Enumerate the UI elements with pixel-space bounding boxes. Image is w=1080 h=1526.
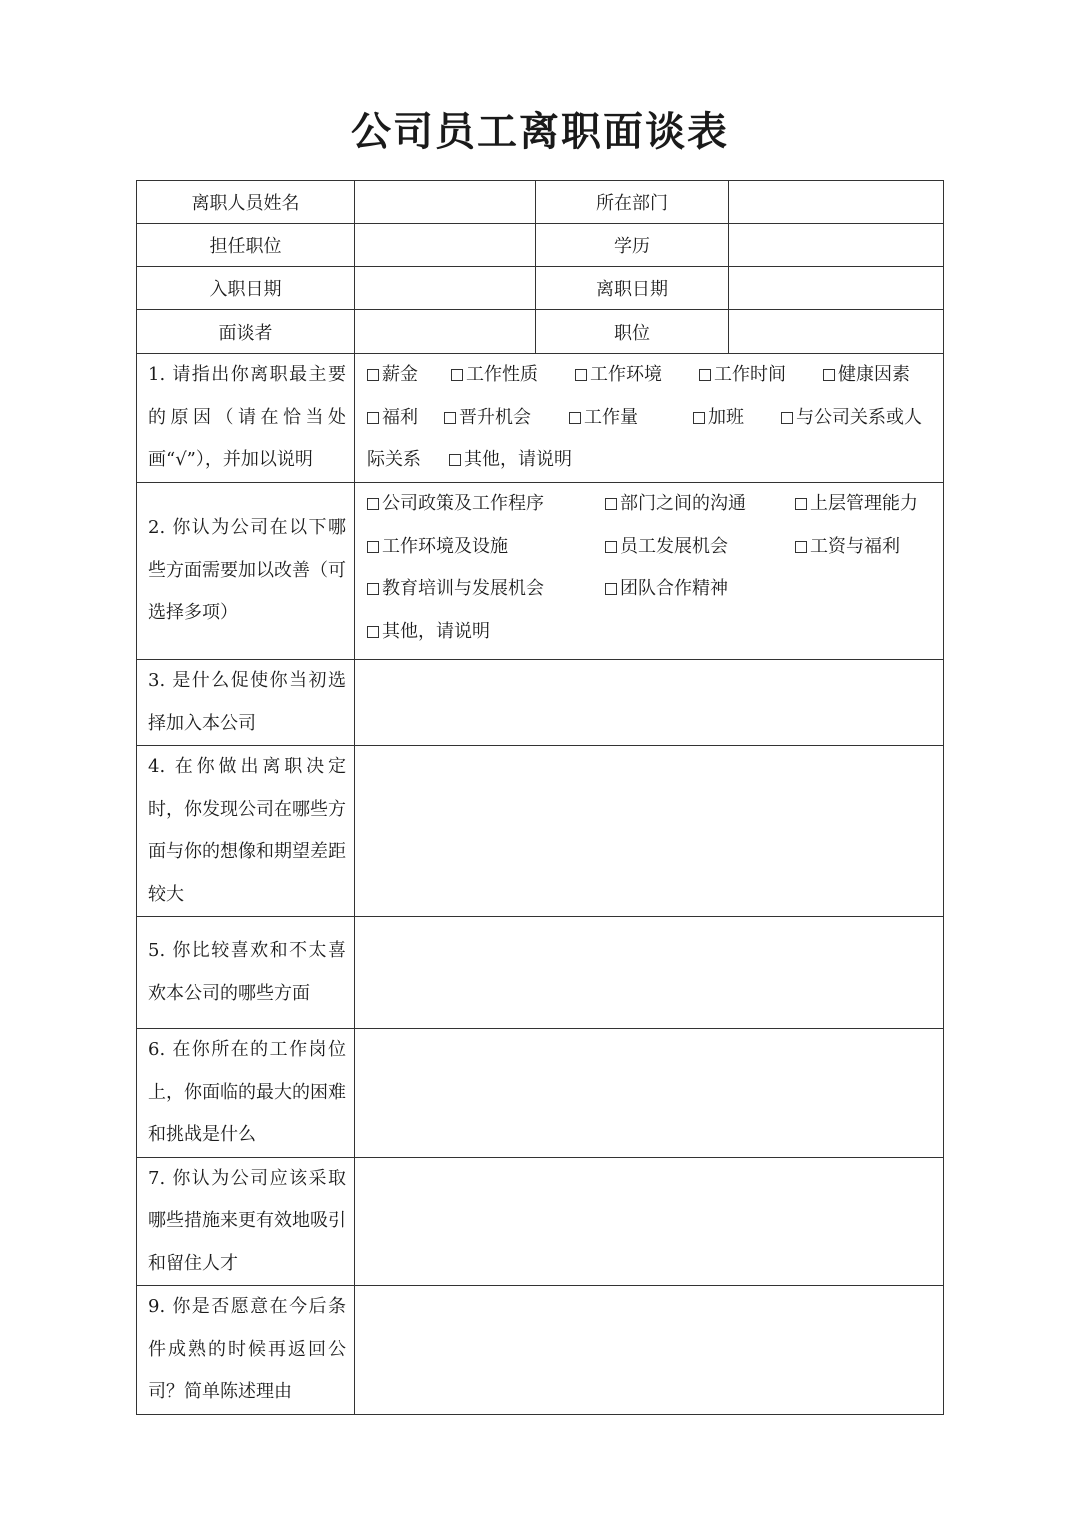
checkbox-icon[interactable] — [367, 498, 379, 510]
checkbox-icon[interactable] — [795, 541, 807, 553]
q1-option-label: 工作量 — [584, 406, 638, 428]
checkbox-icon[interactable] — [367, 369, 379, 381]
question-3-row — [137, 660, 944, 746]
q1-option-label: 工作时间 — [714, 364, 786, 386]
form-title: 公司员工离职面谈表 — [351, 109, 729, 155]
q2-option-training[interactable] — [367, 568, 605, 611]
q1-option-label: 福利 — [382, 406, 418, 428]
q2-option-facilities[interactable] — [367, 526, 605, 569]
checkbox-icon[interactable] — [444, 412, 456, 424]
q2-option-label: 公司政策及工作程序 — [382, 493, 544, 514]
checkbox-icon[interactable] — [605, 498, 617, 510]
checkbox-icon[interactable] — [367, 412, 379, 424]
q1-option-label: 与公司关系或人 — [796, 406, 922, 428]
question-3-answer[interactable] — [355, 660, 944, 746]
q1-option-workload[interactable] — [569, 397, 693, 440]
q2-option-label: 部门之间的沟通 — [620, 493, 746, 514]
checkbox-icon[interactable] — [605, 583, 617, 595]
q2-option-communication[interactable] — [605, 483, 795, 526]
q2-option-label: 教育培训与发展机会 — [382, 578, 544, 599]
checkbox-icon[interactable] — [605, 541, 617, 553]
question-7-text: 7. 你认为公司应该采取哪些措施来更有效地吸引和留住人才 — [137, 1157, 355, 1286]
q2-option-policy[interactable] — [367, 483, 605, 526]
q2-option-label: 其他，请说明 — [382, 620, 490, 642]
q2-option-label: 工作环境及设施 — [382, 535, 508, 557]
q1-option-promotion[interactable] — [444, 397, 569, 440]
q1-option-job-nature[interactable] — [451, 354, 575, 397]
q1-option-relationship[interactable] — [781, 397, 922, 440]
checkbox-icon[interactable] — [781, 412, 793, 424]
q1-options-line-2 — [367, 397, 937, 440]
question-2-row — [137, 483, 944, 660]
join-date-field[interactable] — [355, 267, 536, 310]
q1-options-line-1 — [367, 354, 937, 397]
q1-option-health[interactable] — [823, 354, 910, 397]
education-field[interactable] — [729, 224, 944, 267]
checkbox-icon[interactable] — [451, 369, 463, 381]
q1-option-work-hours[interactable] — [699, 354, 823, 397]
checkbox-icon[interactable] — [699, 369, 711, 381]
question-2-text: 2. 你认为公司在以下哪些方面需要加以改善（可选择多项） — [137, 483, 355, 660]
interviewer-field[interactable] — [355, 310, 536, 354]
q1-option-work-environment[interactable] — [575, 354, 699, 397]
q2-option-development[interactable] — [605, 526, 795, 569]
question-1-row — [137, 354, 944, 483]
interviewer-position-label: 职位 — [536, 310, 729, 354]
q2-option-label: 上层管理能力 — [810, 493, 918, 514]
question-4-text: 4. 在你做出离职决定时，你发现公司在哪些方面与你的想像和期望差距较大 — [137, 746, 355, 917]
question-4-row — [137, 746, 944, 917]
q2-options-grid — [367, 483, 937, 653]
q1-option-label: 加班 — [708, 406, 744, 428]
leave-date-field[interactable] — [729, 267, 944, 310]
checkbox-icon[interactable] — [693, 412, 705, 424]
q1-option-label: 晋升机会 — [459, 406, 531, 428]
q2-option-pay[interactable] — [795, 526, 937, 569]
info-row-name — [137, 181, 944, 224]
q1-option-overtime[interactable] — [693, 397, 781, 440]
question-6-row — [137, 1029, 944, 1158]
question-1-options — [355, 354, 944, 483]
q1-option-relationship-cont: 际关系 — [367, 449, 421, 471]
q2-option-management[interactable] — [795, 483, 937, 526]
q1-option-benefits[interactable] — [367, 397, 444, 440]
checkbox-icon[interactable] — [367, 541, 379, 553]
q2-option-label: 工资与福利 — [810, 535, 900, 557]
interviewer-label: 面谈者 — [137, 310, 355, 354]
question-5-answer[interactable] — [355, 917, 944, 1029]
checkbox-icon[interactable] — [823, 369, 835, 381]
info-row-position — [137, 224, 944, 267]
education-label: 学历 — [536, 224, 729, 267]
question-6-answer[interactable] — [355, 1029, 944, 1158]
question-2-options — [355, 483, 944, 660]
checkbox-icon[interactable] — [449, 454, 461, 466]
q1-option-label: 健康因素 — [838, 364, 910, 386]
question-5-row — [137, 917, 944, 1029]
leave-date-label: 离职日期 — [536, 267, 729, 310]
position-field[interactable] — [355, 224, 536, 267]
info-row-interviewer — [137, 310, 944, 354]
info-row-dates — [137, 267, 944, 310]
checkbox-icon[interactable] — [795, 498, 807, 510]
q1-option-label: 工作环境 — [590, 364, 662, 386]
checkbox-icon[interactable] — [367, 583, 379, 595]
q1-option-salary[interactable] — [367, 354, 451, 397]
question-7-answer[interactable] — [355, 1157, 944, 1286]
name-label: 离职人员姓名 — [137, 181, 355, 224]
question-9-text: 9. 你是否愿意在今后条件成熟的时候再返回公司？简单陈述理由 — [137, 1286, 355, 1415]
q1-option-label: 工作性质 — [466, 364, 538, 386]
question-7-row — [137, 1157, 944, 1286]
q1-options-line-3 — [367, 439, 937, 482]
q2-option-label: 员工发展机会 — [620, 535, 728, 557]
question-3-text: 3. 是什么促使你当初选择加入本公司 — [137, 660, 355, 746]
checkbox-icon[interactable] — [575, 369, 587, 381]
q1-option-label: 薪金 — [382, 364, 418, 386]
question-6-text: 6. 在你所在的工作岗位上，你面临的最大的困难和挑战是什么 — [137, 1029, 355, 1158]
question-5-text: 5. 你比较喜欢和不太喜欢本公司的哪些方面 — [137, 917, 355, 1029]
name-field[interactable] — [355, 181, 536, 224]
join-date-label: 入职日期 — [137, 267, 355, 310]
q1-option-label: 其他，请说明 — [464, 449, 572, 471]
q2-option-label: 团队合作精神 — [620, 578, 728, 599]
question-1-text: 1. 请指出你离职最主要的原因（请在恰当处画“√”），并加以说明 — [137, 354, 355, 483]
question-9-row — [137, 1286, 944, 1415]
q2-option-teamwork[interactable] — [605, 568, 795, 611]
q2-option-other[interactable] — [367, 611, 605, 654]
checkbox-icon[interactable] — [569, 412, 581, 424]
question-9-answer[interactable] — [355, 1286, 944, 1415]
exit-interview-form — [136, 180, 944, 1415]
department-field[interactable] — [729, 181, 944, 224]
interviewer-position-field[interactable] — [729, 310, 944, 354]
position-label: 担任职位 — [137, 224, 355, 267]
q1-option-other[interactable] — [449, 439, 572, 482]
department-label: 所在部门 — [536, 181, 729, 224]
question-4-answer[interactable] — [355, 746, 944, 917]
checkbox-icon[interactable] — [367, 626, 379, 638]
